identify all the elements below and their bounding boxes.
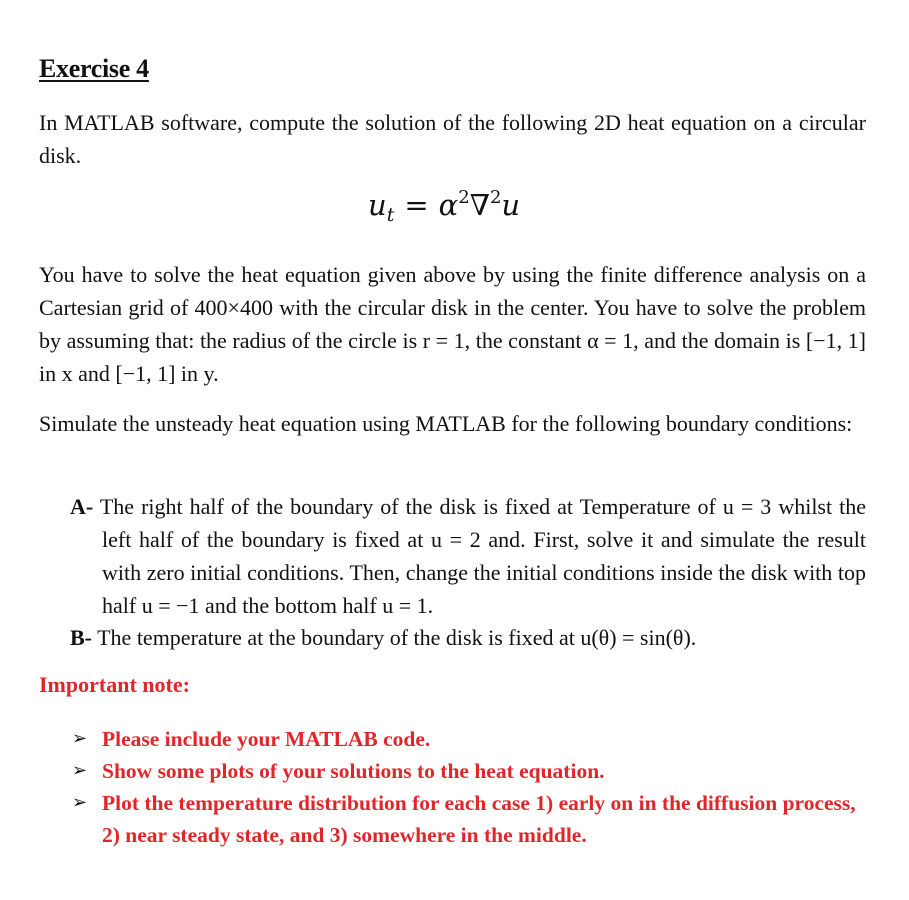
condition-item-a: [70, 490, 866, 622]
note-bullet: [72, 723, 872, 755]
eq-var-u: u: [501, 188, 521, 222]
item-text: The right half of the boundary of the disk is fixed at Temperature of u = 3 whilst the left half of the boundary is fixed at u = 2 and. First, solve it and simulate the result with zero initial conditions. Then, change the initial conditions inside the disk with top half u = −1 and the bottom half u = 1.: [99, 494, 867, 618]
note-bullet: [72, 787, 872, 851]
important-note-title: Important note:: [39, 672, 190, 697]
eq-alpha: α: [438, 188, 459, 222]
intro-paragraph: In MATLAB software, compute the solution of the following 2D heat equation on a circular disk.: [39, 110, 866, 168]
exercise-title: Exercise 4: [39, 54, 149, 83]
item-marker: A-: [70, 494, 94, 519]
item-marker: B-: [70, 625, 92, 650]
simulate-paragraph: Simulate the unsteady heat equation using MATLAB for the following boundary conditions:: [39, 411, 853, 436]
arrowhead-bullet-icon: ➢: [72, 792, 88, 813]
condition-item-b: [70, 621, 866, 654]
eq-nabla-exponent: 2: [489, 187, 502, 208]
note-bullet-text: Plot the temperature distribution for each case 1) early on in the diffusion process, 2) near steady state, and 3) somewhere in the middle.: [102, 791, 856, 847]
note-bullet-text: Please include your MATLAB code.: [102, 727, 431, 751]
eq-u: u: [368, 188, 387, 222]
note-bullet-text: Show some plots of your solutions to the heat equation.: [102, 759, 605, 783]
eq-alpha-exponent: 2: [458, 187, 470, 208]
arrowhead-bullet-icon: ➢: [72, 760, 88, 781]
arrowhead-bullet-icon: ➢: [72, 728, 88, 749]
eq-sub-t: t: [386, 204, 395, 226]
eq-nabla: ∇: [469, 188, 490, 222]
eq-equals: =: [404, 188, 429, 222]
problem-paragraph: You have to solve the heat equation given above by using the finite difference analysis on a Cartesian grid of 400×400 with the circular disk in the center. You have to solve the problem by assuming that: the radius of the circle is r = 1, the constant α = 1, and the domain is [−1, 1] in x and [−1, 1] in y.: [39, 262, 866, 386]
note-bullet: [72, 755, 872, 787]
heat-equation: [368, 187, 521, 226]
item-text: The temperature at the boundary of the disk is fixed at u(θ) = sin(θ).: [97, 625, 697, 650]
